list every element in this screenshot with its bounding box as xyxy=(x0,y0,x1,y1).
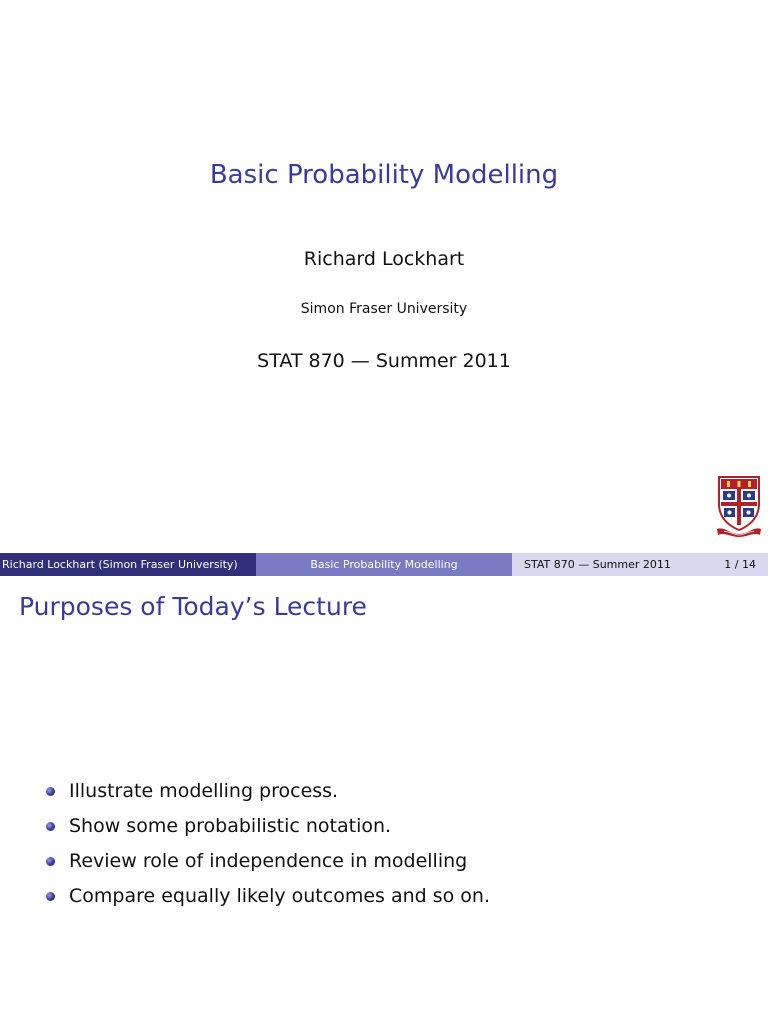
bullet-icon xyxy=(46,892,55,901)
footer-title: Basic Probability Modelling xyxy=(256,553,512,576)
list-item xyxy=(44,846,490,881)
slide-footer xyxy=(0,553,768,576)
bullet-text: Compare equally likely outcomes and so on. xyxy=(69,885,491,907)
presentation-title: Basic Probability Modelling xyxy=(209,160,559,190)
content-slide xyxy=(0,576,768,1024)
bullet-icon xyxy=(46,787,55,796)
bullet-list xyxy=(44,776,490,916)
institution-name: Simon Fraser University xyxy=(300,301,468,317)
list-item xyxy=(44,881,490,916)
frame-title: Purposes of Today’s Lecture xyxy=(19,592,367,621)
bullet-text: Review role of independence in modelling xyxy=(69,850,468,872)
footer-course-page xyxy=(512,553,768,576)
author-name: Richard Lockhart xyxy=(303,248,465,270)
footer-author: Richard Lockhart (Simon Fraser University) xyxy=(0,553,256,576)
footer-course: STAT 870 — Summer 2011 xyxy=(524,558,671,571)
bullet-icon xyxy=(46,857,55,866)
list-item xyxy=(44,811,490,846)
university-crest-icon xyxy=(716,474,762,538)
list-item xyxy=(44,776,490,811)
bullet-icon xyxy=(46,822,55,831)
course-label: STAT 870 — Summer 2011 xyxy=(257,350,511,372)
footer-page-number: 1 / 14 xyxy=(724,558,756,571)
bullet-text: Show some probabilistic notation. xyxy=(69,815,392,837)
bullet-text: Illustrate modelling process. xyxy=(69,780,339,802)
